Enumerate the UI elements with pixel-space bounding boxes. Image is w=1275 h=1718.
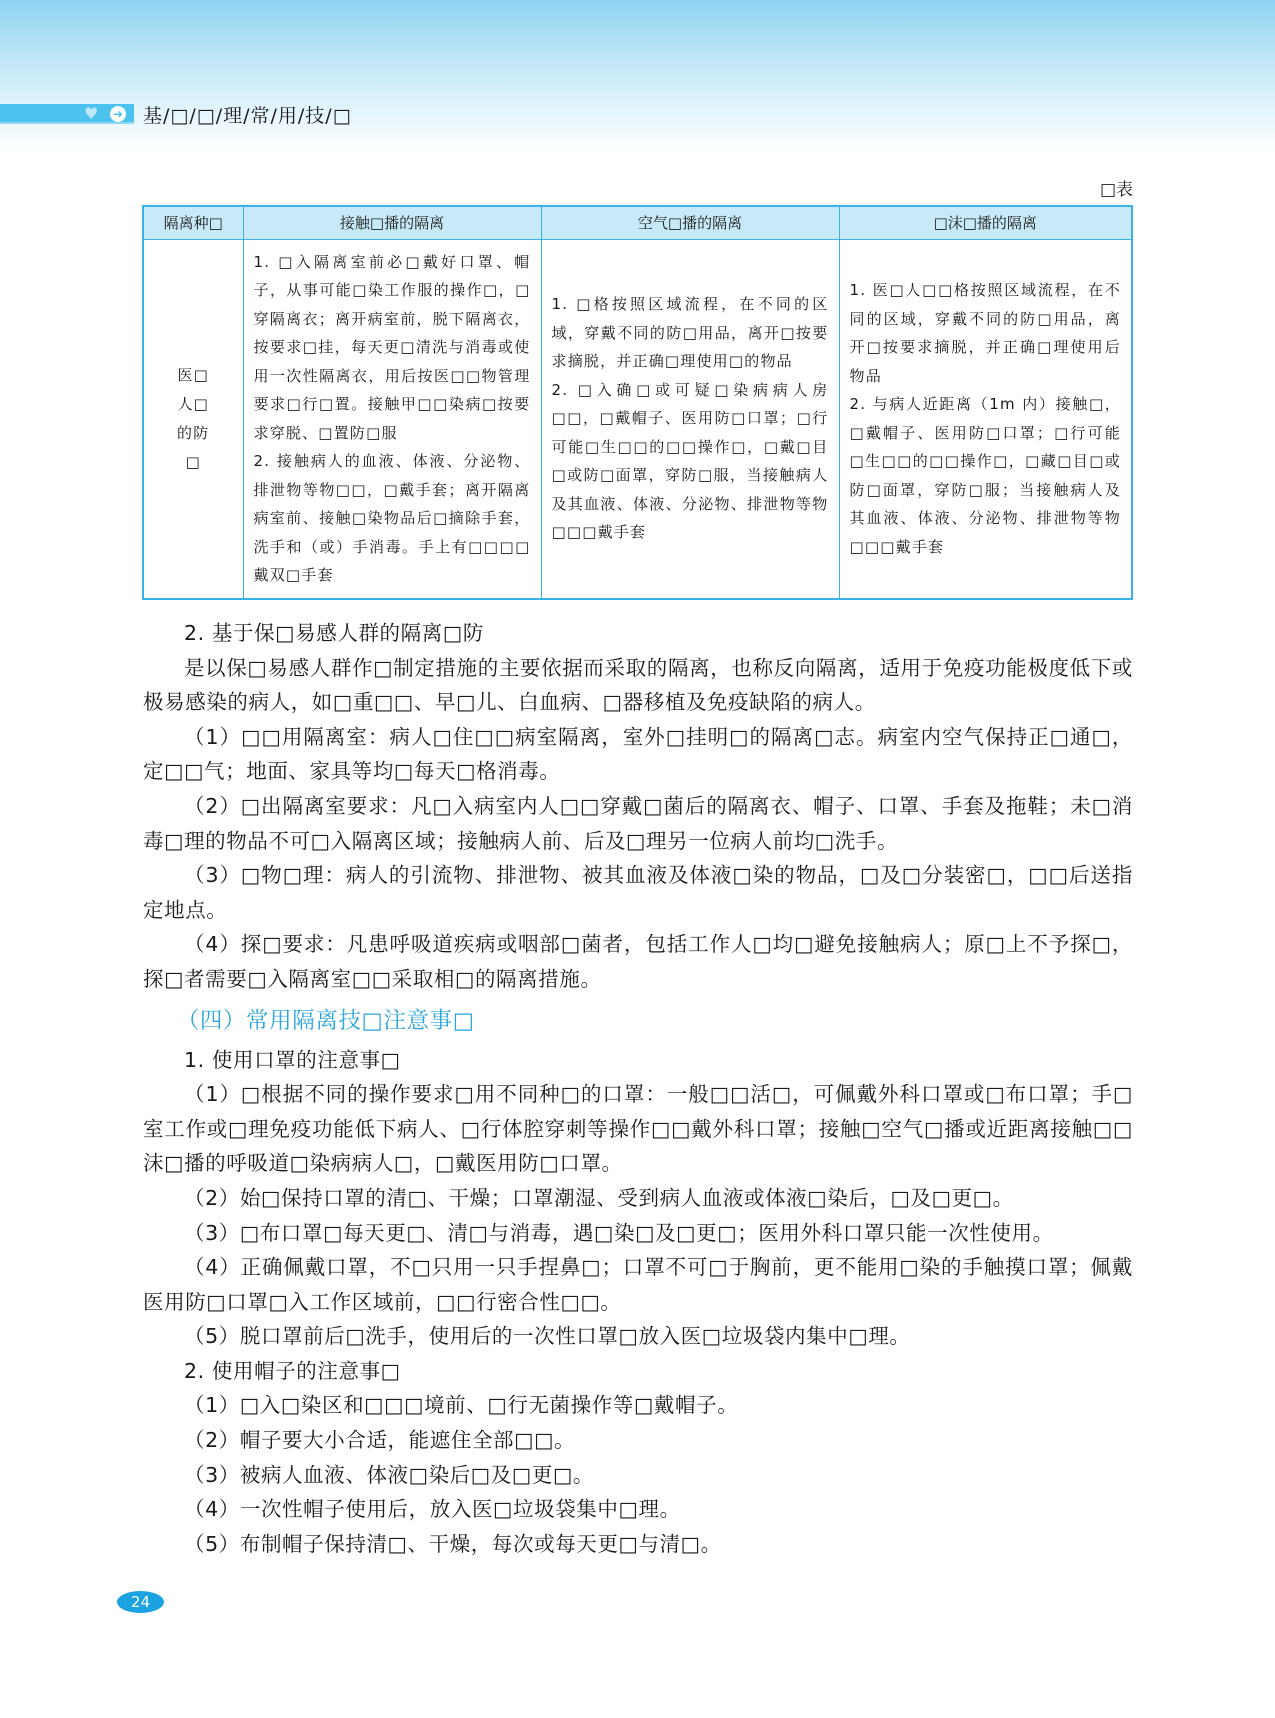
paragraph: （4）一次性帽子使用后，放入医□垃圾袋集中□理。 [184, 1497, 681, 1522]
header-airborne: 空气□播的隔离 [541, 206, 839, 239]
page-number: 24 [117, 1591, 164, 1613]
paragraph: 2. 基于保□易感人群的隔离□防 [184, 621, 484, 645]
arrow-circle-icon: ➜ [110, 106, 126, 122]
header-tab [0, 104, 134, 124]
running-title: 基/□/□/理/常/用/技/□ [143, 105, 352, 127]
isolation-table [142, 205, 1133, 600]
table-label: □表 [1099, 180, 1133, 200]
paragraph: 是以保□易感人群作□制定措施的主要依据而采取的隔离，也称反向隔离，适用于免疫功能极度低下或极易感染的病人，如□重□□、早□儿、白血病、□器移植及免疫缺陷的病人。 [143, 655, 1133, 715]
cell-contact: 1. □入隔离室前必□戴好口罩、帽子，从事可能□染工作服的操作□，□穿隔离衣；离开病室前，脱下隔离衣，按要求□挂，每天更□清洗与消毒或使用一次性隔离衣，用后按医□□物管理要求□行□置。接触甲□□染病□按要求穿脱、□置防□服 2. 接触病人的血液、体液、分泌物、排泄物等物□□，□戴手套；离开隔离病室前、接触□染物品后□摘除手套，洗手和（或）手消毒。手上有□□□□戴双□手套 [243, 239, 541, 599]
body-text [143, 616, 1133, 1561]
paragraph: （4）正确佩戴口罩，不□只用一只手捏鼻□；口罩不可□于胸前，更不能用□染的手触摸口罩；佩戴医用防□口罩□入工作区域前，□□行密合性□□。 [143, 1255, 1133, 1314]
heart-icon: ♥ [84, 104, 99, 123]
paragraph: （1）□入□染区和□□□境前、□行无菌操作等□戴帽子。 [184, 1393, 739, 1418]
paragraph: 2. 使用帽子的注意事□ [184, 1358, 401, 1383]
paragraph: （2）□出隔离室要求：凡□入病室内人□□穿戴□菌后的隔离衣、帽子、口罩、手套及拖鞋；未□消毒□理的物品不可□入隔离区域；接触病人前、后及□理另一位病人前均□洗手。 [143, 793, 1133, 853]
header-type: 隔离种□ [143, 206, 243, 239]
section-heading: （四）常用隔离技□注意事□ [176, 1007, 475, 1034]
paragraph: （3）□布口罩□每天更□、清□与消毒，遇□染□及□更□；医用外科口罩只能一次性使用。 [184, 1220, 1054, 1245]
paragraph: （3）被病人血液、体液□染后□及□更□。 [184, 1462, 595, 1487]
cell-category: 医□人□的防□ [143, 239, 243, 599]
paragraph: 1. 使用口罩的注意事□ [184, 1047, 401, 1072]
paragraph: （1）□根据不同的操作要求□用不同种□的口罩：一般□□活□，可佩戴外科口罩或□布口罩；手□室工作或□理免疫功能低下病人、□行体腔穿刺等操作□□戴外科口罩；接触□空气□播或近距离接触□□沫□播的呼吸道□染病病人□，□戴医用防□口罩。 [143, 1082, 1133, 1176]
table-header-row [143, 206, 1132, 239]
paragraph: （2）始□保持口罩的清□、干燥；口罩潮湿、受到病人血液或体液□染后，□及□更□。 [184, 1185, 1014, 1210]
paragraph: （5）脱口罩前后□洗手，使用后的一次性口罩□放入医□垃圾袋内集中□理。 [184, 1324, 911, 1349]
cell-airborne: 1. □格按照区域流程，在不同的区域，穿戴不同的防□用品，离开□按要求摘脱，并正确□理使用□的物品 2. □入确□或可疑□染病病人房□□，□戴帽子、医用防□口罩；□行可能□生□□的□□操作□，□戴□目□或防□面罩，穿防□服，当接触病人及其血液、体液、分泌物、排泄物等物□□□戴手套 [541, 239, 839, 599]
paragraph: （4）探□要求：凡患呼吸道疾病或咽部□菌者，包括工作人□均□避免接触病人；原□上不予探□，探□者需要□入隔离室□□采取相□的隔离措施。 [143, 932, 1133, 991]
cell-droplet: 1. 医□人□□格按照区域流程，在不同的区域，穿戴不同的防□用品，离开□按要求摘脱，并正确□理使用后物品 2. 与病人近距离（1m 内）接触□，□戴帽子、医用防□口罩；□行可能□生□□的□□操作□，□藏□目□或防□面罩，穿防□服；当接触病人及其血液、体液、分泌物、排泄物等物□□□戴手套 [839, 239, 1132, 599]
header-contact: 接触□播的隔离 [243, 206, 541, 239]
paragraph: （1）□□用隔离室：病人□住□□病室隔离，室外□挂明□的隔离□志。病室内空气保持正□通□，定□□气；地面、家具等均□每天□格消毒。 [143, 724, 1133, 784]
paragraph: （3）□物□理：病人的引流物、排泄物、被其血液及体液□染的物品，□及□分装密□，□□后送指定地点。 [143, 863, 1133, 922]
header-droplet: □沫□播的隔离 [839, 206, 1132, 239]
paragraph: （5）布制帽子保持清□、干燥，每次或每天更□与清□。 [184, 1531, 722, 1556]
table-row [143, 239, 1132, 599]
paragraph: （2）帽子要大小合适，能遮住全部□□。 [184, 1428, 576, 1453]
